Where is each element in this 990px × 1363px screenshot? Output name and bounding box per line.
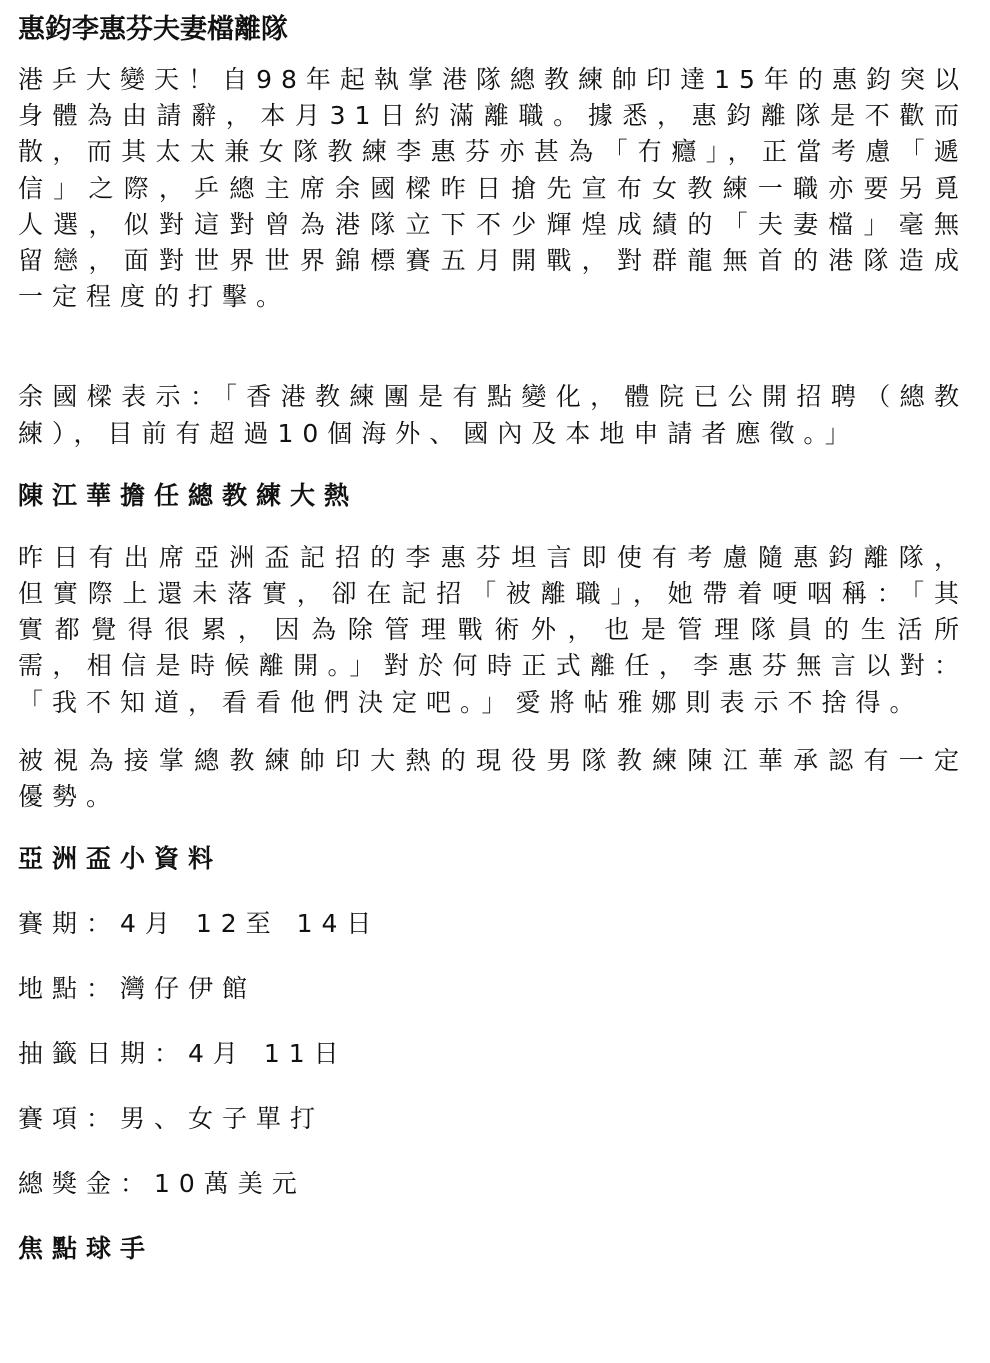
section-heading: 亞洲盃小資料	[18, 844, 223, 874]
fact-item: 地點：灣仔伊館	[18, 974, 257, 1004]
article-paragraph: 港乒大變天！自98年起執掌港隊總教練帥印達15年的惠鈞突以身體為由請辭，本月31日約滿離職。據悉，惠鈞離隊是不歡而散，而其太太兼女隊教練李惠芬亦甚為「冇癮」，正當考慮「遞信」之際，乒總主席余國樑昨日搶先宣布女教練一職亦要另覓人選，似對這對曾為港隊立下不少輝煌成績的「夫妻檔」毫無留戀，面對世界世界錦標賽五月開戰，對群龍無首的港隊造成一定程度的打擊。	[18, 65, 968, 312]
fact-spacer	[18, 1137, 968, 1166]
section-spacer	[18, 514, 968, 540]
section-heading: 焦點球手	[18, 1234, 155, 1264]
fact-spacer	[18, 942, 968, 971]
paragraph-spacer	[18, 315, 968, 379]
article-title: 惠鈞李惠芬夫妻檔離隊	[18, 14, 288, 45]
paragraph-spacer	[18, 721, 968, 743]
section-spacer	[18, 452, 968, 478]
article-paragraph: 余國樑表示：「香港教練團是有點變化，體院已公開招聘（總教練），目前有超過10個海外、國內及本地申請者應徵。」	[18, 382, 968, 448]
fact-spacer	[18, 1072, 968, 1101]
fact-spacer	[18, 877, 968, 906]
article-page	[18, 10, 968, 1267]
article-paragraph: 被視為接掌總教練帥印大熱的現役男隊教練陳江華承認有一定優勢。	[18, 745, 968, 812]
article-paragraph: 昨日有出席亞洲盃記招的李惠芬坦言即使有考慮隨惠鈞離隊，但實際上還未落實，卻在記招「被離職」，她帶着哽咽稱：「其實都覺得很累，因為除管理戰術外，也是管理隊員的生活所需，相信是時候離開。」對於何時正式離任，李惠芬無言以對：「我不知道，看看他們決定吧。」愛將帖雅娜則表示不捨得。	[18, 542, 968, 717]
section-spacer	[18, 815, 968, 841]
fact-item: 賽項：男、女子單打	[18, 1104, 325, 1134]
fact-spacer	[18, 1202, 968, 1231]
fact-item: 賽期：4月 12至 14日	[18, 909, 381, 939]
fact-spacer	[18, 1007, 968, 1036]
section-heading: 陳江華擔任總教練大熱	[18, 480, 359, 510]
fact-item: 抽籤日期：4月 11日	[18, 1039, 348, 1069]
fact-item: 總獎金：10萬美元	[18, 1169, 306, 1199]
